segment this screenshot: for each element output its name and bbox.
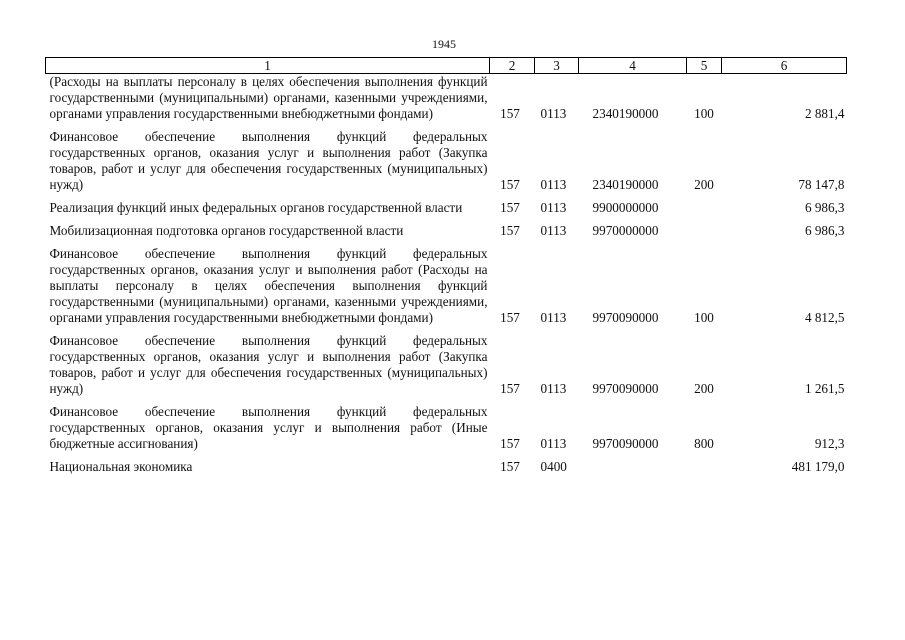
table-row — [46, 200, 847, 216]
row-gap — [46, 397, 847, 404]
row-target-code: 2340190000 — [592, 177, 659, 192]
row-expense-kind — [687, 223, 722, 239]
row-description: Финансовое обеспечение выполнения функций федеральных государственных органов, оказания услуг и выполнения работ (Иные бюджетные ассигнования) — [49, 404, 488, 451]
row-expense-kind — [687, 459, 722, 475]
header-col-3: 3 — [535, 58, 579, 74]
table-row — [46, 459, 847, 475]
table-body — [46, 74, 847, 476]
budget-table — [45, 57, 847, 475]
row-gap — [46, 122, 847, 129]
table-row — [46, 74, 847, 123]
row-amount: 912,3 — [814, 436, 845, 451]
row-admin-code: 157 — [500, 381, 520, 396]
table-header — [46, 58, 847, 74]
row-description: Финансовое обеспечение выполнения функций федеральных государственных органов, оказания услуг и выполнения работ (Закупка товаров, работ и услуг для обеспечения государственных (муниципальных) нужд) — [49, 333, 488, 396]
header-col-4: 4 — [579, 58, 687, 74]
row-section-code: 0113 — [540, 106, 567, 121]
row-gap — [46, 452, 847, 459]
row-section-code: 0113 — [540, 200, 567, 215]
row-description: (Расходы на выплаты персоналу в целях обеспечения выполнения функций государственными (муниципальными) органами, казенными учреждениями, органами управления государственными внебюджетными фондами) — [49, 74, 488, 121]
row-target-code — [579, 459, 687, 475]
row-expense-kind: 800 — [694, 436, 714, 451]
row-gap — [46, 193, 847, 200]
row-amount: 6 986,3 — [804, 223, 845, 238]
row-amount: 481 179,0 — [791, 459, 845, 474]
header-row — [46, 58, 847, 74]
row-description: Реализация функций иных федеральных органов государственной власти — [49, 200, 463, 215]
header-col-2: 2 — [490, 58, 535, 74]
row-description: Мобилизационная подготовка органов государственной власти — [49, 223, 404, 238]
header-col-6: 6 — [722, 58, 847, 74]
row-amount: 78 147,8 — [798, 177, 845, 192]
row-admin-code: 157 — [500, 177, 520, 192]
row-admin-code: 157 — [500, 310, 520, 325]
budget-table-container — [45, 57, 846, 475]
row-expense-kind: 200 — [694, 177, 714, 192]
header-col-1: 1 — [46, 58, 490, 74]
row-section-code: 0113 — [540, 223, 567, 238]
row-amount: 2 881,4 — [804, 106, 845, 121]
row-section-code: 0113 — [540, 310, 567, 325]
row-section-code: 0113 — [540, 177, 567, 192]
row-target-code: 9900000000 — [592, 200, 659, 215]
row-gap — [46, 239, 847, 246]
row-section-code: 0113 — [540, 381, 567, 396]
row-admin-code: 157 — [500, 200, 520, 215]
row-section-code: 0400 — [540, 459, 567, 474]
row-expense-kind: 100 — [694, 106, 714, 121]
table-row — [46, 333, 847, 397]
row-admin-code: 157 — [500, 436, 520, 451]
row-target-code: 9970090000 — [592, 381, 659, 396]
header-col-5: 5 — [687, 58, 722, 74]
row-gap — [46, 216, 847, 223]
row-target-code: 9970090000 — [592, 436, 659, 451]
page-number: 1945 — [432, 37, 456, 51]
row-description: Национальная экономика — [49, 459, 193, 474]
table-row — [46, 246, 847, 326]
row-amount: 6 986,3 — [804, 200, 845, 215]
row-section-code: 0113 — [540, 436, 567, 451]
row-amount: 1 261,5 — [804, 381, 845, 396]
row-target-code: 2340190000 — [592, 106, 659, 121]
row-gap — [46, 326, 847, 333]
row-admin-code: 157 — [500, 223, 520, 238]
row-target-code: 9970090000 — [592, 310, 659, 325]
row-amount: 4 812,5 — [804, 310, 845, 325]
row-admin-code: 157 — [500, 459, 520, 474]
row-admin-code: 157 — [500, 106, 520, 121]
table-row — [46, 404, 847, 452]
table-row — [46, 129, 847, 193]
row-description: Финансовое обеспечение выполнения функций федеральных государственных органов, оказания услуг и выполнения работ (Расходы на выплаты персоналу в целях обеспечения выполнения функций государственными (муниципальными) органами, казенными учреждениями, органами управления государственными внебюджетными фондами) — [49, 246, 488, 325]
row-expense-kind: 200 — [694, 381, 714, 396]
table-row — [46, 223, 847, 239]
row-expense-kind: 100 — [694, 310, 714, 325]
row-description: Финансовое обеспечение выполнения функций федеральных государственных органов, оказания услуг и выполнения работ (Закупка товаров, работ и услуг для обеспечения государственных (муниципальных) нужд) — [49, 129, 488, 192]
row-expense-kind — [687, 200, 722, 216]
row-target-code: 9970000000 — [592, 223, 659, 238]
